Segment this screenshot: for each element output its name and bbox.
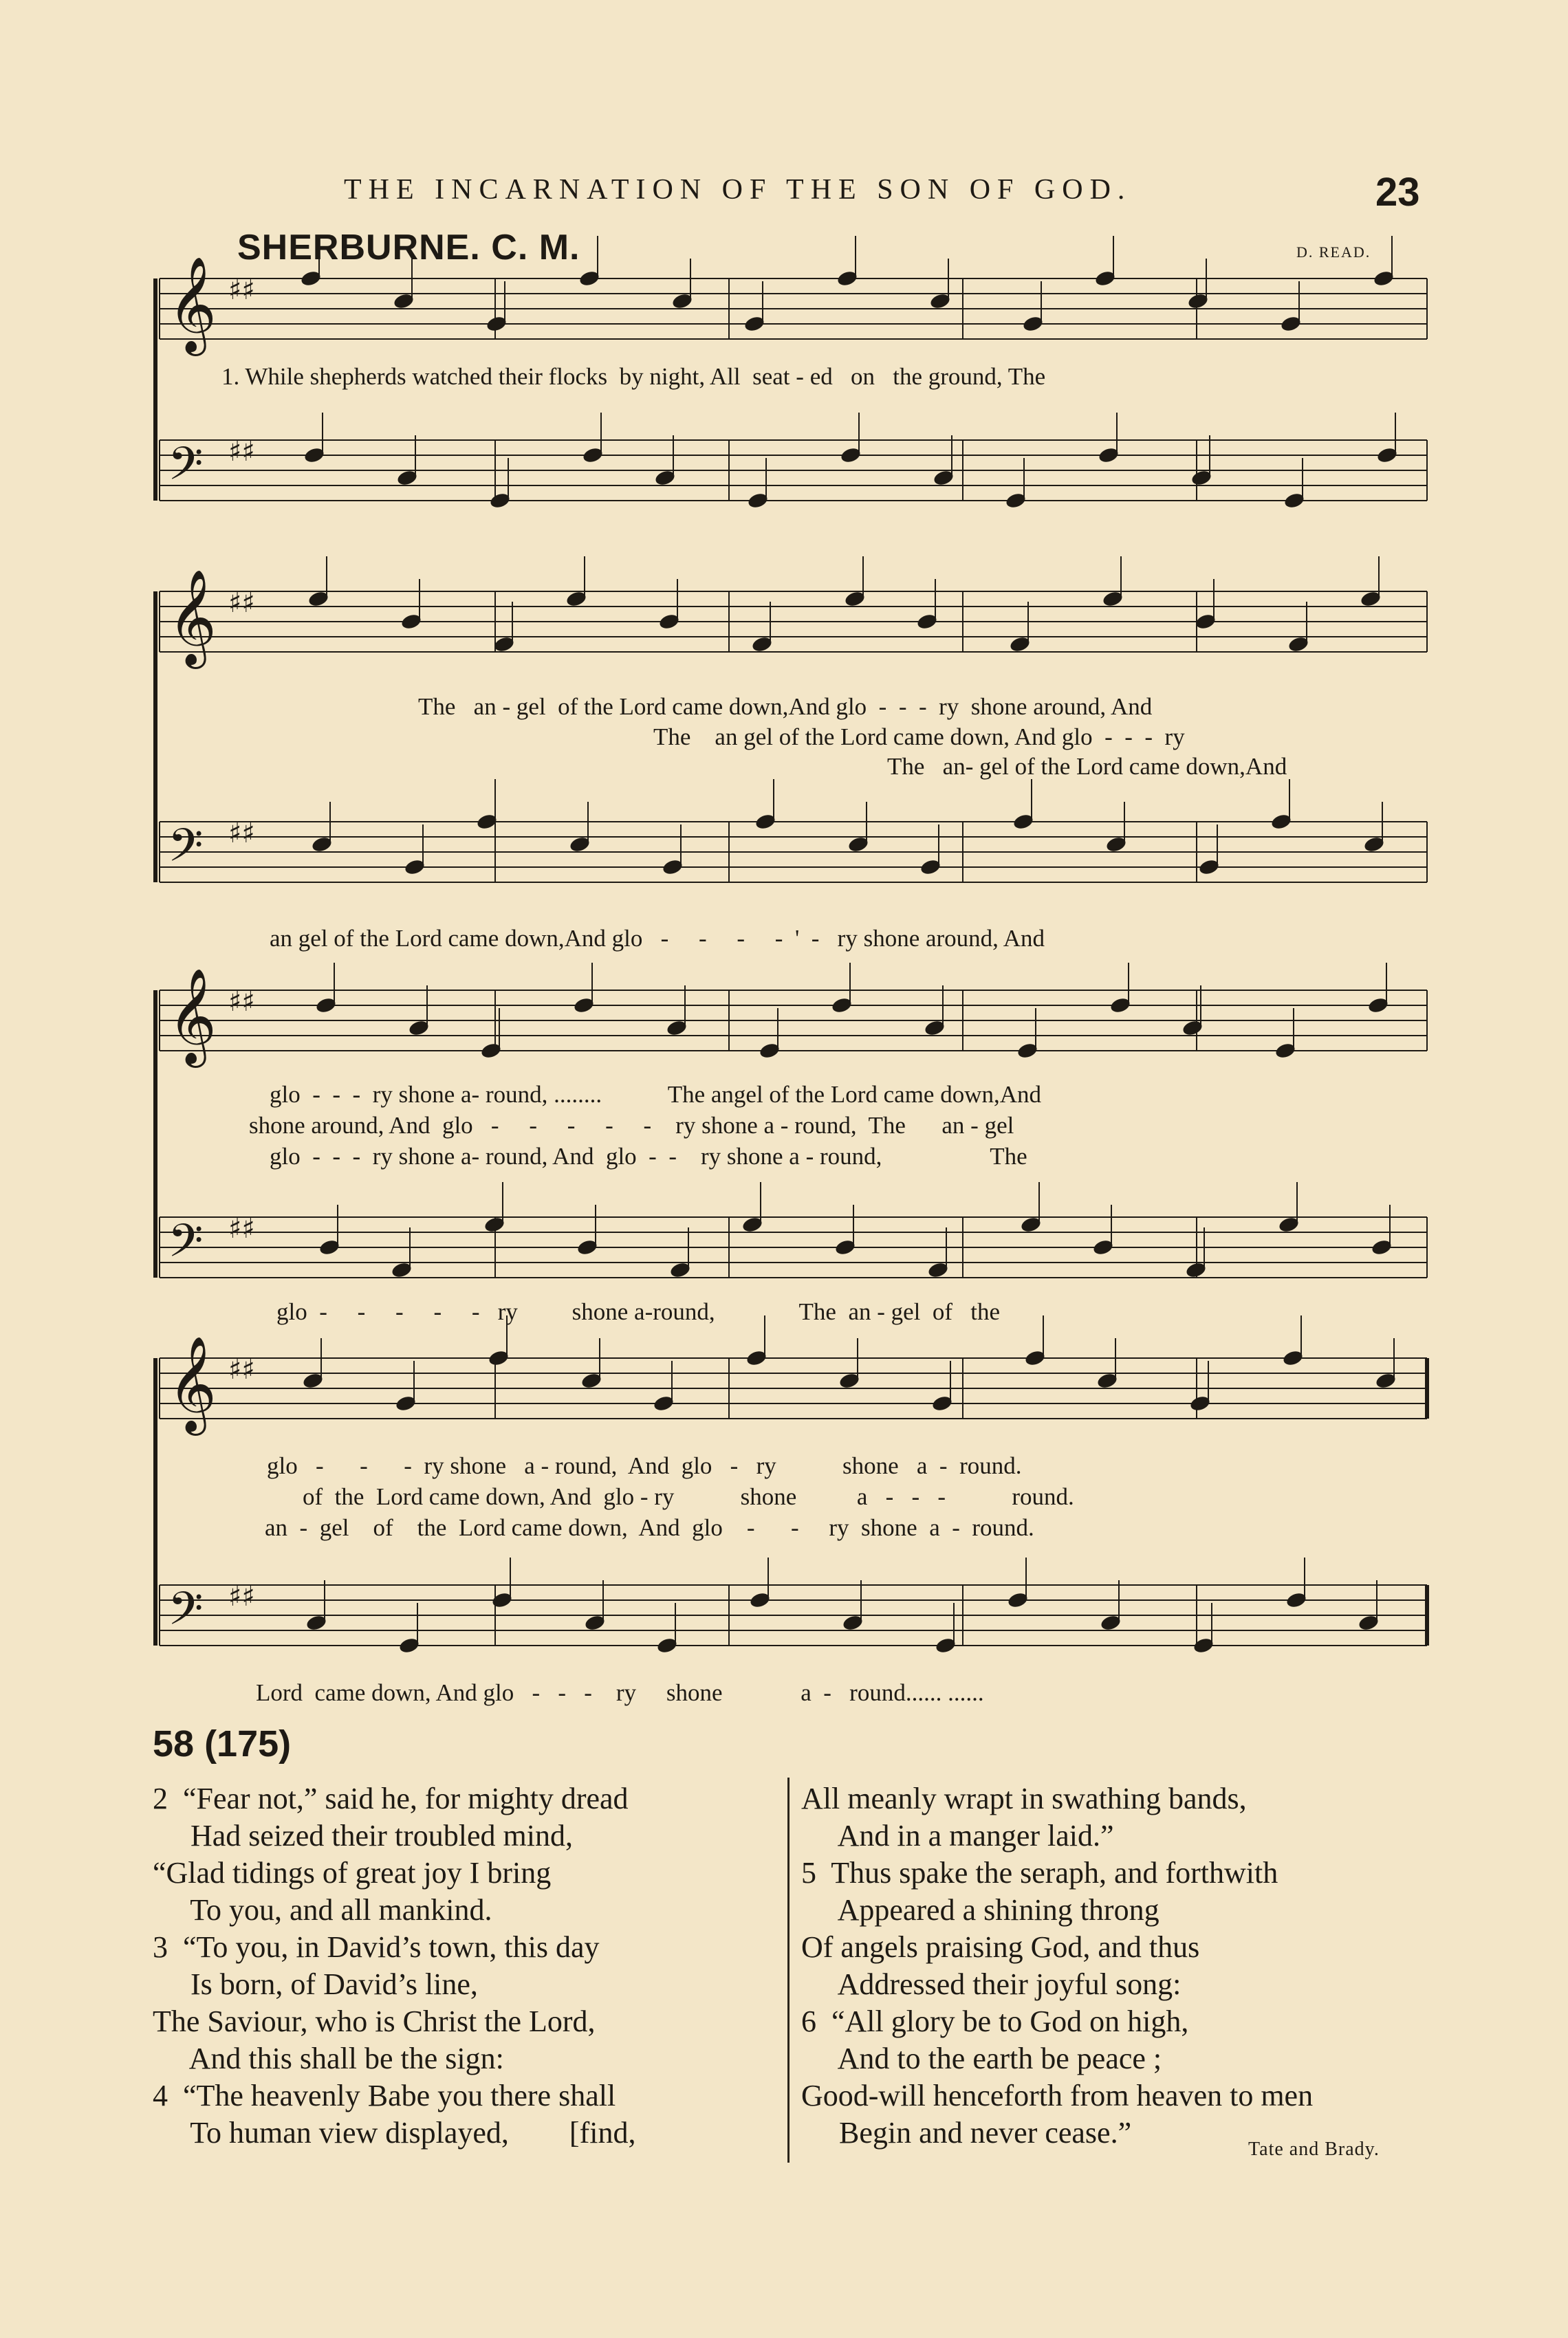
lyric-line: The an- gel of the Lord came down,And (887, 753, 1287, 780)
tune-name: SHERBURNE. C. M. (237, 228, 580, 267)
key-signature-icon: ♯♯ (228, 1213, 255, 1245)
hymn-authors: Tate and Brady. (1248, 2139, 1380, 2160)
running-title: THE INCARNATION OF THE SON OF GOD. (344, 174, 1132, 206)
key-signature-icon: ♯♯ (228, 818, 255, 849)
verse-line: And in a manger laid.” (801, 1819, 1114, 1853)
verse-line: 4 “The heavenly Babe you there shall (153, 2079, 616, 2112)
verse-line: All meanly wrapt in swathing bands, (801, 1782, 1247, 1815)
key-signature-icon: ♯♯ (228, 587, 255, 619)
treble-clef-icon: 𝄞 (168, 1336, 217, 1432)
verse-line: And to the earth be peace ; (801, 2042, 1162, 2075)
verse-line: 2 “Fear not,” said he, for mighty dread (153, 1782, 629, 1815)
hymn-number: 58 (175) (153, 1723, 292, 1765)
key-signature-icon: ♯♯ (228, 1581, 255, 1613)
bass-clef-icon: 𝄢 (168, 1582, 204, 1646)
verse-line: Begin and never cease.” (801, 2116, 1132, 2150)
key-signature-icon: ♯♯ (228, 986, 255, 1018)
verse-line: Is born, of David’s line, (153, 1967, 478, 2001)
verse-line: 6 “All glory be to God on high, (801, 2004, 1189, 2038)
key-signature-icon: ♯♯ (228, 274, 255, 306)
lyric-line: glo - - - ry shone a - round, And glo - ry shone a - round. (267, 1452, 1022, 1479)
verse-line: 5 Thus spake the seraph, and forthwith (801, 1856, 1278, 1890)
lyric-line: shone around, And glo - - - - - ry shone a - round, The an - gel (249, 1112, 1014, 1139)
lyric-line: The an gel of the Lord came down, And glo - - - ry (653, 723, 1185, 750)
verse-line: Had seized their troubled mind, (153, 1819, 573, 1853)
composer: D. READ. (1296, 243, 1371, 261)
verse-line: To you, and all mankind. (153, 1893, 492, 1927)
lyric-line: glo - - - ry shone a- round, ........ The angel of the Lord came down,And (270, 1081, 1041, 1108)
bass-clef-icon: 𝄢 (168, 1214, 204, 1278)
lyric-line: glo - - - ry shone a- round, And glo - - ry shone a - round, The (270, 1143, 1027, 1170)
bass-clef-icon: 𝄢 (168, 437, 204, 501)
bass-clef-icon: 𝄢 (168, 819, 204, 883)
lyric-line: an - gel of the Lord came down, And glo - - ry shone a - round. (265, 1514, 1034, 1541)
key-signature-icon: ♯♯ (228, 436, 255, 468)
lyric-line: The an - gel of the Lord came down,And glo - - - ry shone around, And (418, 693, 1153, 720)
lyric-line: an gel of the Lord came down,And glo - - - - ' - ry shone around, And (270, 925, 1045, 952)
treble-clef-icon: 𝄞 (168, 256, 217, 352)
treble-clef-icon: 𝄞 (168, 968, 217, 1064)
lyric-line: glo - - - - - ry shone a-round, The an - gel of the (276, 1298, 1001, 1325)
verse-line: “Glad tidings of great joy I bring (153, 1856, 552, 1890)
verse-line: And this shall be the sign: (153, 2042, 504, 2075)
verse-line: Good-will henceforth from heaven to men (801, 2079, 1314, 2112)
verse-line: Of angels praising God, and thus (801, 1930, 1200, 1964)
verse-line: The Saviour, who is Christ the Lord, (153, 2004, 596, 2038)
verse-line: Addressed their joyful song: (801, 1967, 1182, 2001)
lyric-line: 1. While shepherds watched their flocks by night, All seat - ed on the ground, The (221, 363, 1046, 390)
key-signature-icon: ♯♯ (228, 1354, 255, 1386)
treble-clef-icon: 𝄞 (168, 569, 217, 665)
page-number: 23 (1375, 170, 1420, 215)
lyric-line: of the Lord came down, And glo - ry shone a - - - round. (303, 1483, 1074, 1510)
lyric-line: Lord came down, And glo - - - ry shone a - round...... ...... (256, 1679, 984, 1706)
verse-line: Appeared a shining throng (801, 1893, 1159, 1927)
column-divider (787, 1778, 790, 2163)
verse-line: 3 “To you, in David’s town, this day (153, 1930, 600, 1964)
verse-line: To human view displayed, [find, (153, 2116, 636, 2150)
